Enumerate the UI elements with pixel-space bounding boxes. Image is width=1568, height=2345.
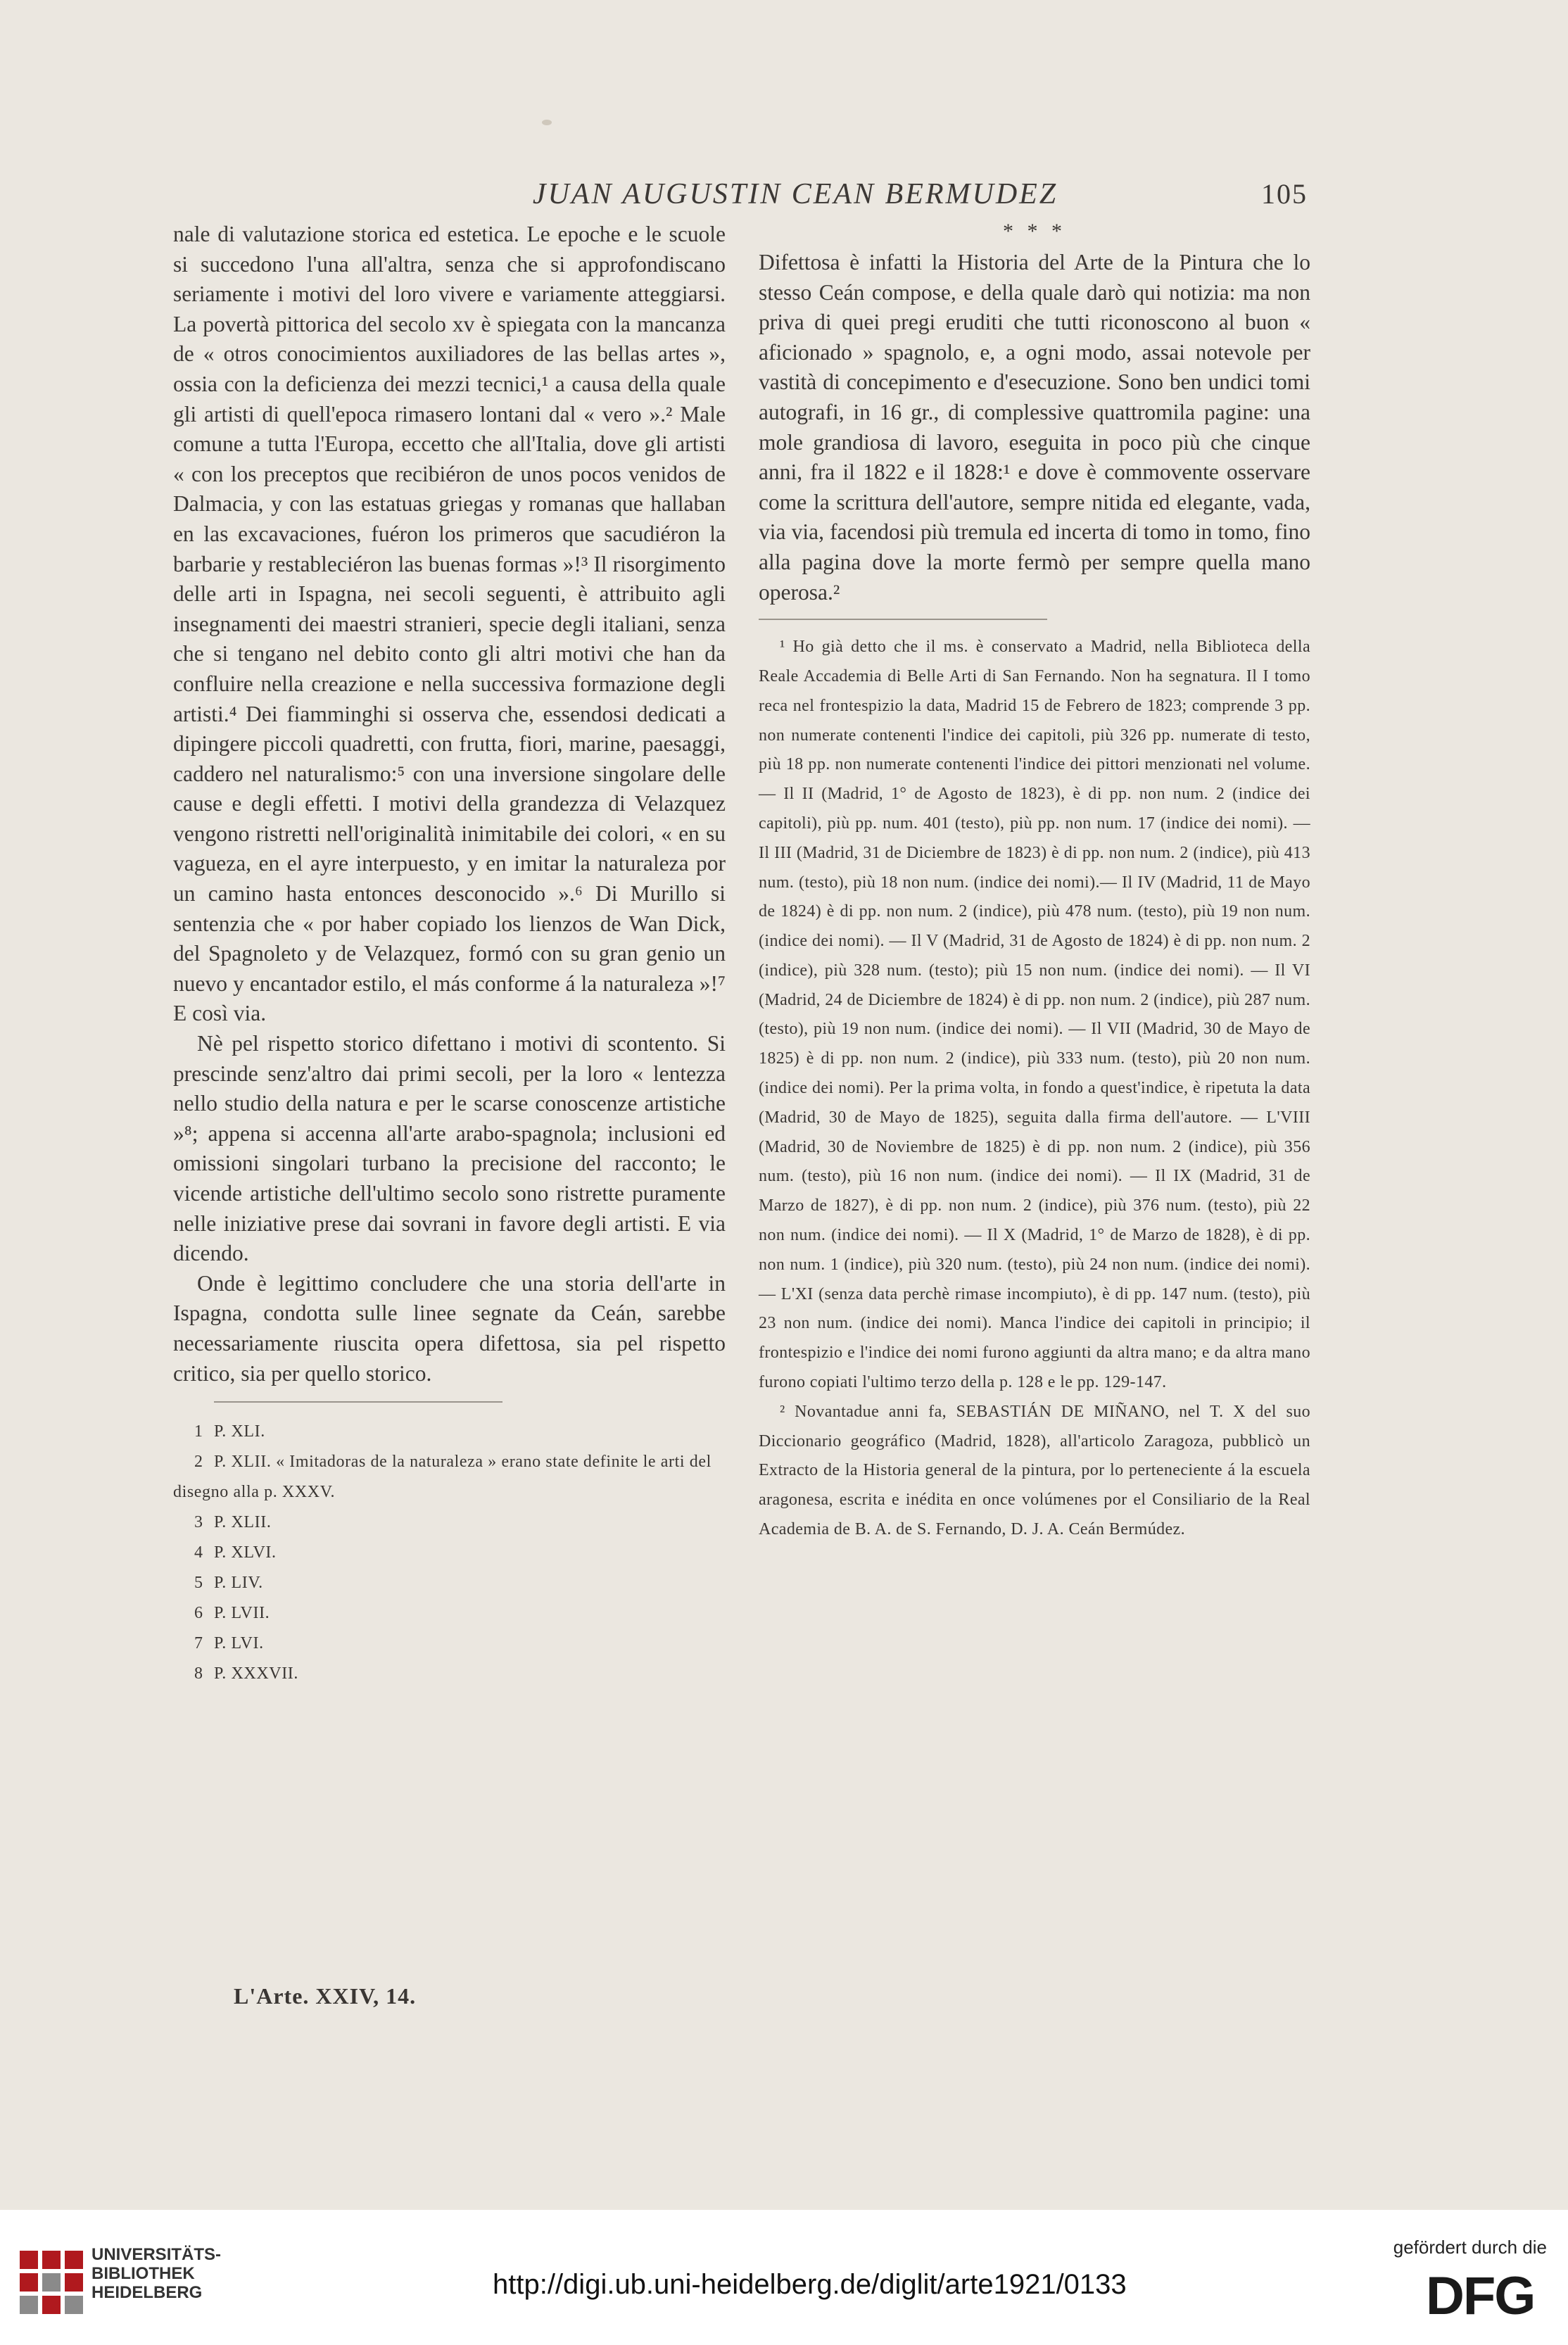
right-footnote-1: ¹ Ho già detto che il ms. è conservato a Madrid, nella Biblioteca della Reale Accademia di Belle Arti di San Fernando. Non ha segnatura. Il I tomo reca nel frontespizio la data, Madrid 15 de Febrero de 1823; comprende 3 pp. non numerate contenenti l'indice dei capitoli, più 326 pp. numerate di testo, più 18 pp. non numerate contenenti l'indice dei pittori menzionati nel volume. — Il II (Madrid, 1° de Agosto de 1823), è di pp. non num. 2 (indice dei capitoli), più pp. num. 401 (testo), più pp. non num. 17 (indice dei nomi). — Il III (Madrid, 31 de Diciembre de 1823) è di pp. non num. 2 (indice), più 413 num. (testo), più 18 non num. (indice dei nomi).— Il IV (Madrid, 11 de Mayo de 1824) è di pp. non num. 2 (indice), più 478 num. (testo), più 19 non num. (indice dei nomi). — Il V (Madrid, 31 de Agosto de 1824) è di pp. non num. 2 (indice), più 328 num. (testo); più 15 non num. (indice dei nomi). — Il VI (Madrid, 24 de Diciembre de 1824) è di pp. non num. 2 (indice), più 287 num. (testo), più 19 non num. (indice dei nomi). — Il VII (Madrid, 30 de Mayo de 1825) è di pp. non num. 2 (indice), più 333 num. (testo), più 20 non num. (indice dei nomi). Per la prima volta, in fondo a quest'indice, è ripetuta la data (Madrid, 30 de Mayo de 1825), seguita dalla firma dell'autore. — L'VIII (Madrid, 30 de Noviembre de 1825) è di pp. non num. 2 (indice), più 356 num. (testo), più 16 non num. (indice dei nomi). — Il IX (Madrid, 31 de Marzo de 1827), è di pp. non num. 2 (indice), più 376 num. (testo), più 22 non num. (indice dei nomi). — Il X (Madrid, 1° de Marzo de 1828), è di pp. non num. 1 (indice), più 320 num. (testo), più 24 non num. (indice dei nomi). — L'XI (senza data perchè rimase incompiuto), è di pp. 147 num. (testo), più 23 non num. (indice dei nomi). Manca l'indice dei capitoli in principio; il frontespizio e l'indice dei nomi furono aggiunti da altra mano; e da altra mano furono copiati l'ultimo terzo della p. 128 e le pp. 129-147. [759,638,1310,1392]
footnote-1: 1 P. XLI. [194,1422,265,1441]
footnote-rule-right [759,619,1047,620]
dfg-logo-icon [1424,2266,1545,2321]
footnote-rule-left [214,1401,502,1403]
footnote-7: 7 P. LVI. [194,1634,264,1653]
page-number: 105 [1261,178,1308,210]
footnote-6: 6 P. LVII. [194,1604,270,1623]
right-column [759,220,1310,1545]
library-name: UNIVERSITÄTS- BIBLIOTHEK HEIDELBERG [91,2245,222,2302]
right-paragraph-1: Difettosa è infatti la Historia del Arte de la Pintura che lo stesso Ceán compose, e della quale darò qui notizia: ma non priva di quei pregi eruditi che tutti riconoscono al buon « aficionado » spagnolo, e, a ogni modo, assai notevole per vastità di concepimento e d'esecuzione. Sono ben undici tomi autografi, in 16 gr., di complessive quattromila pagine: una mole grandiosa di lavoro, eseguita in poco più che cinque anni, fra il 1822 e il 1828:¹ e dove è commovente osservare come la scrittura dell'autore, sempre nitida ed elegante, vada, via via, facendosi più tremula ed incerta di tomo in tomo, fino alla pagina dove la morte fermò per sempre quella mano operosa.² [759,250,1310,605]
footnote-5: 5 P. LIV. [194,1574,263,1593]
footnote-3: 3 P. XLII. [194,1513,272,1532]
viewer-footer [0,2210,1568,2345]
funding-caption: gefördert durch die [1393,2237,1547,2258]
svg-text:DFG: DFG [1426,2266,1535,2321]
right-footnote-2: ² Novantadue anni fa, SEBASTIÁN DE MIÑANO, nel T. X del suo Diccionario geográfico (Madrid, 1828), all'articolo Zaragoza, pubblicò un Extracto de la Historia general de la pintura, por lo perteneciente á la escuela aragonesa, escrita e inédita en once volúmenes por el Consiliario de la Real Academia de B. A. de S. Fernando, D. J. A. Ceán Bermúdez. [759,1402,1310,1539]
pencil-mark [542,120,552,125]
document-url[interactable]: http://digi.ub.uni-heidelberg.de/diglit/arte1921/0133 [493,2269,1127,2300]
footnote-2: 2 P. XLII. « Imitadoras de la naturaleza » erano state definite le arti del disegno alla p. XXXV. [173,1453,712,1502]
left-column [173,220,726,1689]
right-footnotes [759,633,1310,1545]
section-separator: * * * [1003,220,1066,243]
running-head: JUAN AUGUSTIN CEAN BERMUDEZ [532,178,1058,210]
left-paragraph-3: Onde è legittimo concludere che una storia dell'arte in Ispagna, condotta sulle linee segnate da Ceán, sarebbe necessariamente riuscita opera difettosa, sia pel rispetto critico, sia per quello storico. [173,1270,726,1386]
left-footnotes [173,1417,726,1689]
journal-imprint: L'Arte. XXIV, 14. [234,1983,417,2009]
footnote-8: 8 P. XXXVII. [194,1664,298,1683]
footnote-4: 4 P. XLVI. [194,1543,277,1562]
left-paragraph-1: nale di valutazione storica ed estetica. Le epoche e le scuole si succedono l'una all'altra, senza che si approfondiscano seriamente i motivi del loro vivere e variamente atteggiarsi. La povertà pittorica del secolo xv è spiegata con la mancanza de « otros conocimientos auxiliadores de las bellas artes », ossia con la deficienza dei mezzi tecnici,¹ a causa della quale gli artisti di quell'epoca rimasero lontani dal « vero ».² Male comune a tutta l'Europa, eccetto che all'Italia, dove gli artisti « con los preceptos que recibiéron de unos pocos venidos de Dalmacia, y con las estatuas griegas y romanas que hallaban en las excavaciones, fuéron los primeros que sacudiéron la barbarie y restableciéron las buenas formas »!³ Il risorgimento delle arti in Ispagna, nei secoli seguenti, è attribuito agli insegnamenti dei maestri stranieri, specie degli italiani, senza che si tengano nel debito conto gli altri motivi che han da confluire nella creazione e nella successiva formazione degli artisti.⁴ Dei fiamminghi si osserva che, essendosi dedicati a dipingere piccoli quadretti, con frutta, fiori, marine, paesaggi, caddero nel naturalismo:⁵ con una inversione singolare delle cause e degli effetti. I motivi della grandezza di Velazquez vengono ristretti nell'originalità inimitabile dei colori, « en su vagueza, en el ayre interpuesto, y en imitar la naturaleza por un camino hasta entonces desconocido ».⁶ Di Murillo si sentenzia che « por haber copiado los lienzos de Wan Dick, del Spagnoleto y de Velazquez, formó con su gran genio un nuevo y encantador estilo, el más conforme á la naturaleza »!⁷ E così via. [173,222,726,1026]
left-paragraph-2: Nè pel rispetto storico difettano i motivi di scontento. Si prescinde senz'altro dai primi secoli, per la loro « lentezza nello studio della natura e per le scarse conoscenze artistiche »⁸; appena si accenna all'arte arabo-spagnola; inclusioni ed omissioni singolari turbano la precisione del racconto; le vicende artistiche dell'ultimo secolo sono ristrette puramente nelle iniziative prese dai sovrani in favore degli artisti. E via dicendo. [173,1031,726,1266]
